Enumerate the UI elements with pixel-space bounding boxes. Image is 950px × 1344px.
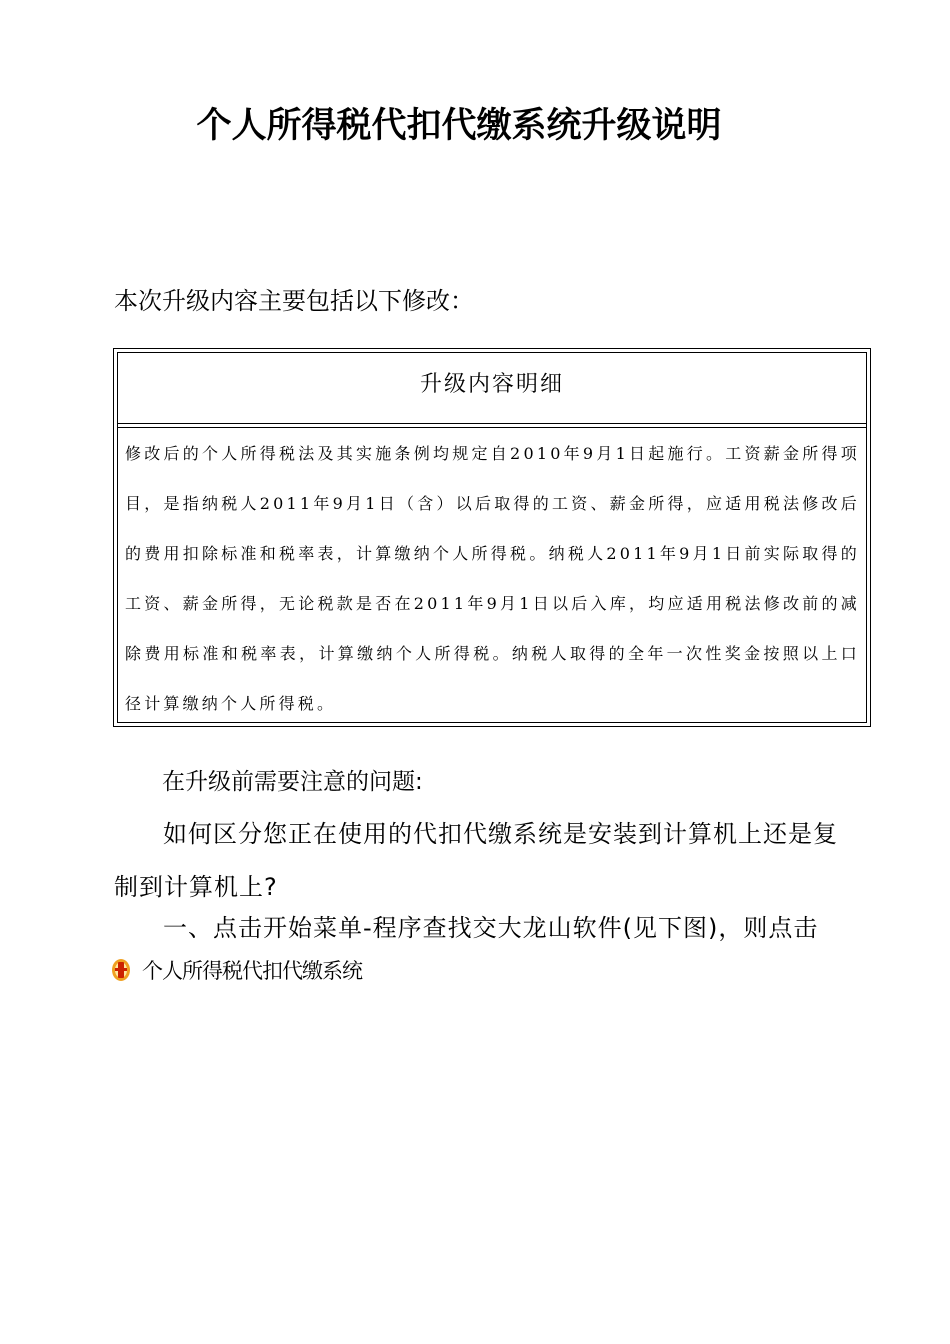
- intro-text: 本次升级内容主要包括以下修改：: [114, 287, 474, 315]
- page-title: 个人所得税代扣代缴系统升级说明: [196, 105, 722, 146]
- header-divider: [118, 423, 866, 428]
- upgrade-detail-inner: [117, 352, 867, 723]
- step-one-text: 一、点击开始菜单-程序查找交大龙山软件(见下图)，则点击: [163, 914, 819, 942]
- notice-heading: 在升级前需要注意的问题:: [162, 769, 423, 795]
- program-entry-label: 个人所得税代扣代缴系统: [142, 959, 362, 983]
- upgrade-detail-body: 修改后的个人所得税法及其实施条例均规定自2010年9月1日起施行。工资薪金所得项目，是指纳税人2011年9月1日（含）以后取得的工资、薪金所得，应适用税法修改后的费用扣除标准和税率表，计算缴纳个人所得税。纳税人2011年9月1日前实际取得的工资、薪金所得，无论税款是否在2011年9月1日以后入库，均应适用税法修改前的减除费用标准和税率表，计算缴纳个人所得税。纳税人取得的全年一次性奖金按照以上口径计算缴纳个人所得税。: [125, 444, 860, 713]
- app-icon: [110, 957, 132, 983]
- program-menu-entry[interactable]: [110, 955, 362, 985]
- question-text: 如何区分您正在使用的代扣代缴系统是安装到计算机上还是复制到计算机上?: [114, 820, 838, 901]
- upgrade-detail-header: 升级内容明细: [419, 372, 564, 397]
- upgrade-detail-box: [113, 348, 871, 727]
